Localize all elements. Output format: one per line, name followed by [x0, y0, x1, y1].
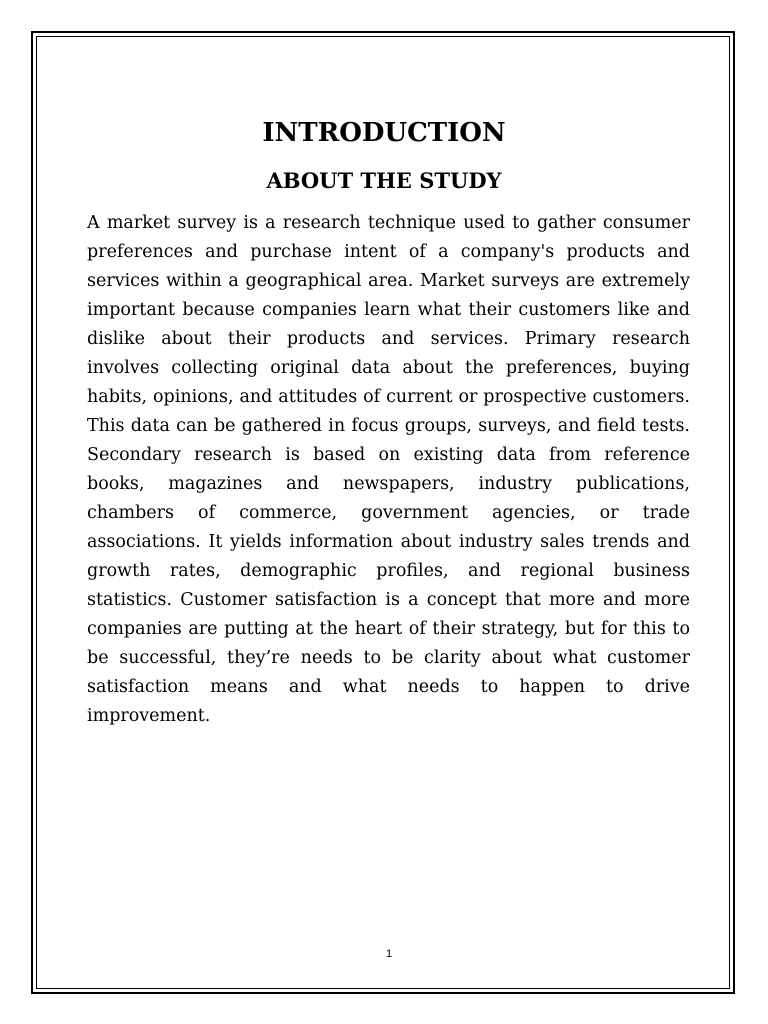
section-subtitle: ABOUT THE STUDY: [266, 168, 502, 193]
body-paragraph: A market survey is a research technique used to gather consumer preferences and purchase intent of a company's products and services within a geographical area. Market surveys are extremely important because companies learn what their customers like and dislike about their products and services. Primary research involves collecting original data about the preferences, buying habits, opinions, and attitudes of current or prospective customers. This data can be gathered in focus groups, surveys, and field tests. Secondary research is based on existing data from reference books, magazines and newspapers, industry publications, chambers of commerce, government agencies, or trade associations. It yields information about industry sales trends and growth rates, demographic profiles, and regional business statistics. Customer satisfaction is a concept that more and more companies are putting at the heart of their strategy, but for this to be successful, they’re needs to be clarity about what customer satisfaction means and what needs to happen to drive improvement.: [87, 213, 690, 726]
page-title: INTRODUCTION: [262, 118, 506, 148]
page-number: 1: [385, 948, 393, 960]
